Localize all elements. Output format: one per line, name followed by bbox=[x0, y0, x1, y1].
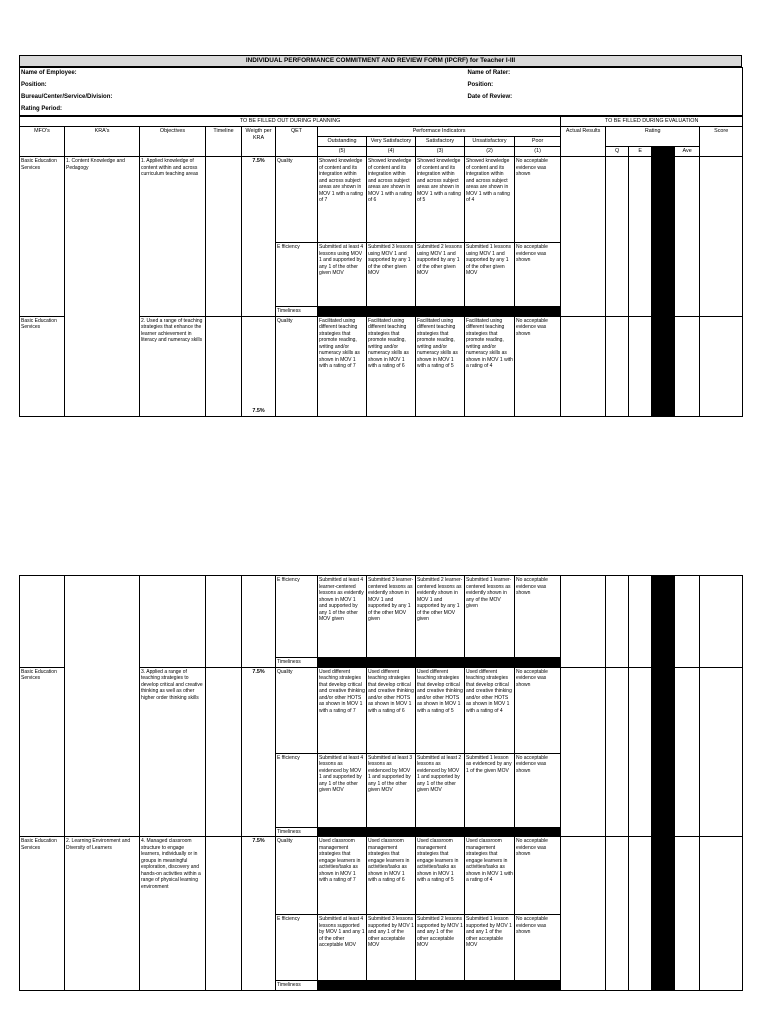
header-kra: KRA's bbox=[65, 127, 140, 157]
header-scale-5: (5) bbox=[318, 147, 367, 157]
indicator-cell: Submitted at least 4 lessons supported by MOV 1 and any 1 of the other acceptable MOV bbox=[318, 915, 367, 981]
evaluation-section-label: TO BE FILLED DURING EVALUATION bbox=[561, 117, 743, 127]
weight-cell: 7.5% bbox=[242, 316, 276, 416]
indicator-cell: Facilitated using different teaching strategies that promote reading, writing and/or numeracy skills as shown in MOV 1 with a rating of 6 bbox=[367, 316, 416, 416]
header-rating: Rating bbox=[606, 127, 700, 147]
indicator-cell: Submitted at least 3 lessons as evidenced by MOV 1 and supported by any 1 of the other given MOV bbox=[367, 753, 416, 827]
indicator-cell: Used classroom management strategies that engage learners in activities/tasks as shown in MOV 1 with a rating of 5 bbox=[416, 837, 465, 915]
rating-q-cell[interactable] bbox=[606, 837, 629, 991]
score-cell[interactable] bbox=[700, 837, 743, 991]
form-header-title bbox=[19, 55, 742, 67]
rater-name-label: Name of Rater: bbox=[467, 68, 743, 80]
qet-quality: Quality bbox=[276, 316, 318, 416]
actual-results-cell[interactable] bbox=[561, 316, 606, 416]
objective-cell: 4. Managed classroom structure to engage learners, individually or in groups in meaningful exploration, discovery and hands-on activities within a range of physical learning environment bbox=[140, 837, 206, 991]
header-actual-results: Actual Results bbox=[561, 127, 606, 157]
header-satisfactory: Satisfactory bbox=[416, 137, 465, 147]
indicator-cell: No acceptable evidence was shown bbox=[515, 243, 561, 307]
rater-position-label: Position: bbox=[467, 80, 743, 92]
qet-efficiency: E fficiency bbox=[276, 915, 318, 981]
indicator-cell: No acceptable evidence was shown bbox=[515, 753, 561, 827]
indicator-cell: Facilitated using different teaching strategies that promote reading, writing and/or numeracy skills as shown in MOV 1 with a rating of 7 bbox=[318, 316, 367, 416]
qet-quality: Quality bbox=[276, 837, 318, 915]
header-very-satisfactory: Very Satisfactory bbox=[367, 137, 416, 147]
indicator-cell: Used different teaching strategies that develop critical and creative thinking and/or other HOTS as shown in MOV 1 with a rating of 5 bbox=[416, 667, 465, 753]
indicator-cell: Showed knowledge of content and its integration within and across subject areas are shown in MOV 1 with a rating of 4 bbox=[465, 157, 515, 243]
header-rating-t: T bbox=[652, 147, 675, 157]
score-cell[interactable] bbox=[700, 576, 743, 668]
indicator-cell: Facilitated using different teaching strategies that promote reading, writing and/or numeracy skills as shown in MOV 1 with a rating of 5 bbox=[416, 316, 465, 416]
header-outstanding: Outstanding bbox=[318, 137, 367, 147]
indicator-cell: Submitted at least 4 learner-centered lessons as evidently shown in MOV 1 and supported by any 1 of the other MOV given bbox=[318, 576, 367, 658]
indicator-cell: No acceptable evidence was shown bbox=[515, 576, 561, 658]
header-poor: Poor bbox=[515, 137, 561, 147]
indicator-cell: Used classroom management strategies that engage learners in activities/tasks as shown in MOV 1 with a rating of 4 bbox=[465, 837, 515, 915]
header-rating-q: Q bbox=[606, 147, 629, 157]
employee-info-block bbox=[19, 67, 743, 116]
indicator-cell: Used classroom management strategies that engage learners in activities/tasks as shown in MOV 1 with a rating of 7 bbox=[318, 837, 367, 915]
header-mfo: MFO's bbox=[20, 127, 65, 157]
ipcrf-table-page-2 bbox=[19, 575, 743, 991]
mfo-cell: Basic Education Services bbox=[20, 837, 65, 991]
qet-efficiency: E fficiency bbox=[276, 753, 318, 827]
indicator-cell: Submitted 3 lessons using MOV 1 and supported by any 1 of the other given MOV bbox=[367, 243, 416, 307]
actual-results-cell[interactable] bbox=[561, 157, 606, 317]
mfo-cell: Basic Education Services bbox=[20, 157, 65, 317]
weight-cell: 7.5% bbox=[242, 667, 276, 837]
indicator-cell: Submitted 1 learner-centered lessons as evidently shown in any of the MOV given bbox=[465, 576, 515, 658]
mfo-cell: Basic Education Services bbox=[20, 667, 65, 837]
header-scale-4: (4) bbox=[367, 147, 416, 157]
rating-ave-cell[interactable] bbox=[675, 316, 700, 416]
rating-ave-cell[interactable] bbox=[675, 837, 700, 991]
rating-e-cell[interactable] bbox=[629, 667, 652, 837]
bureau-label: Bureau/Center/Service/Division: bbox=[20, 92, 467, 104]
kra-cell: 1. Content Knowledge and Pedagogy bbox=[65, 157, 140, 417]
qet-efficiency: E fficiency bbox=[276, 243, 318, 307]
rating-e-cell[interactable] bbox=[629, 157, 652, 317]
indicator-cell: Submitted 1 lesson as evidenced by any 1 of the given MOV bbox=[465, 753, 515, 827]
header-qet: QET bbox=[276, 127, 318, 157]
rating-q-cell[interactable] bbox=[606, 576, 629, 668]
indicator-cell: Used different teaching strategies that develop critical and creative thinking and/or other HOTS as shown in MOV 1 with a rating of 7 bbox=[318, 667, 367, 753]
header-scale-3: (3) bbox=[416, 147, 465, 157]
indicator-cell: Used different teaching strategies that develop critical and creative thinking and/or other HOTS as shown in MOV 1 with a rating of 6 bbox=[367, 667, 416, 753]
indicator-cell: No acceptable evidence was shown bbox=[515, 316, 561, 416]
rating-ave-cell[interactable] bbox=[675, 576, 700, 668]
form-title: INDIVIDUAL PERFORMANCE COMMITMENT AND REVIEW FORM (IPCRF) for Teacher I-III bbox=[20, 56, 742, 67]
rating-q-cell[interactable] bbox=[606, 157, 629, 317]
rating-t-cell bbox=[652, 667, 675, 837]
score-cell[interactable] bbox=[700, 157, 743, 317]
actual-results-cell[interactable] bbox=[561, 667, 606, 837]
actual-results-cell[interactable] bbox=[561, 576, 606, 668]
indicator-cell: Submitted 3 lessons supported by MOV 1 and any 1 of the other acceptable MOV bbox=[367, 915, 416, 981]
kra-cell: 2. Learning Environment and Diversity of Learners bbox=[65, 837, 140, 991]
rating-q-cell[interactable] bbox=[606, 667, 629, 837]
header-scale-1: (1) bbox=[515, 147, 561, 157]
mfo-cell: Basic Education Services bbox=[20, 316, 65, 416]
score-cell[interactable] bbox=[700, 667, 743, 837]
indicator-cell: No acceptable evidence was shown bbox=[515, 667, 561, 753]
qet-timeliness: Timeliness bbox=[276, 981, 318, 991]
actual-results-cell[interactable] bbox=[561, 837, 606, 991]
header-scale-2: (2) bbox=[465, 147, 515, 157]
ipcrf-table-page-1 bbox=[19, 116, 743, 417]
rating-t-cell bbox=[652, 157, 675, 317]
score-cell[interactable] bbox=[700, 316, 743, 416]
rating-t-cell bbox=[652, 316, 675, 416]
indicator-cell: Submitted 2 lessons using MOV 1 and supported by any 1 of the other given MOV bbox=[416, 243, 465, 307]
employee-position-label: Position: bbox=[20, 80, 467, 92]
rating-q-cell[interactable] bbox=[606, 316, 629, 416]
indicator-cell: No acceptable evidence was shown bbox=[515, 157, 561, 243]
objective-cell: 1. Applied knowledge of content within and across curriculum teaching areas bbox=[140, 157, 206, 317]
qet-efficiency: E fficiency bbox=[276, 576, 318, 658]
indicator-cell: No acceptable evidence was shown bbox=[515, 915, 561, 981]
indicator-cell: Submitted 2 lessons supported by MOV 1 and any 1 of the other acceptable MOV bbox=[416, 915, 465, 981]
indicator-cell: Submitted 1 lesson supported by MOV 1 and any 1 of the other acceptable MOV bbox=[465, 915, 515, 981]
indicator-cell: Showed knowledge of content and its integration within and across subject areas are shown in MOV 1 with a rating of 7 bbox=[318, 157, 367, 243]
header-rating-ave: Ave bbox=[675, 147, 700, 157]
header-weight: Weigth per KRA bbox=[242, 127, 276, 157]
objective-cell: 3. Applied a range of teaching strategies to develop critical and creative thinking as well as other higher order thinking skills bbox=[140, 667, 206, 837]
rating-ave-cell[interactable] bbox=[675, 667, 700, 837]
qet-quality: Quality bbox=[276, 667, 318, 753]
indicator-cell: Facilitated using different teaching strategies that promote reading, writing and/or numeracy skills as shown in MOV 1 with a rating of 4 bbox=[465, 316, 515, 416]
rating-e-cell[interactable] bbox=[629, 316, 652, 416]
indicator-cell: Used classroom management strategies that engage learners in activities/tasks as shown in MOV 1 with a rating of 6 bbox=[367, 837, 416, 915]
indicator-cell: Used different teaching strategies that develop critical and creative thinking and/or other HOTS as shown in MOV 1 with a rating of 4 bbox=[465, 667, 515, 753]
header-objectives: Objectives bbox=[140, 127, 206, 157]
indicator-cell: Submitted 1 lessons using MOV 1 and supported by any 1 of the other given MOV bbox=[465, 243, 515, 307]
indicator-cell: No acceptable evidence was shown bbox=[515, 837, 561, 915]
indicator-cell: Submitted at least 4 lessons using MOV 1 and supported by any 1 of the other given MOV bbox=[318, 243, 367, 307]
rating-period-label: Rating Period: bbox=[20, 104, 467, 116]
employee-name-label: Name of Employee: bbox=[20, 68, 467, 80]
indicator-cell: Submitted at least 4 lessons as evidenced by MOV 1 and supported by any 1 of the other given MOV bbox=[318, 753, 367, 827]
form-page-2 bbox=[19, 575, 742, 991]
weight-cell: 7.5% bbox=[242, 157, 276, 317]
rating-e-cell[interactable] bbox=[629, 576, 652, 668]
indicator-cell: Showed knowledge of content and its integration within and across subject areas are shown in MOV 1 with a rating of 5 bbox=[416, 157, 465, 243]
planning-section-label: TO BE FILLED OUT DURING PLANNING bbox=[20, 117, 561, 127]
objective-cell: 2. Used a range of teaching strategies that enhance the learner achievement in literacy and numeracy skills bbox=[140, 316, 206, 416]
indicator-cell: Submitted 2 learner-centered lessons as evidently shown in MOV 1 and supported by any 1 of the other MOV given bbox=[416, 576, 465, 658]
indicator-cell: Submitted at least 2 lessons as evidenced by MOV 1 and supported by any 1 of the other given MOV bbox=[416, 753, 465, 827]
qet-timeliness: Timeliness bbox=[276, 658, 318, 668]
qet-timeliness: Timeliness bbox=[276, 307, 318, 317]
rating-ave-cell[interactable] bbox=[675, 157, 700, 317]
rating-t-cell bbox=[652, 576, 675, 668]
form-page-1 bbox=[19, 55, 742, 417]
review-date-label: Date of Review: bbox=[467, 92, 743, 104]
indicator-cell: Showed knowledge of content and its integration within and across subject areas are shown in MOV 1 with a rating of 6 bbox=[367, 157, 416, 243]
indicator-cell: Submitted 3 learner-centered lessons as evidently shown in MOV 1 and supported by any 1 of the other MOV given bbox=[367, 576, 416, 658]
rating-t-cell bbox=[652, 837, 675, 991]
header-performance-indicators: Performace Indicators bbox=[318, 127, 561, 137]
weight-cell: 7.5% bbox=[242, 837, 276, 991]
header-unsatisfactory: Unsatisfactory bbox=[465, 137, 515, 147]
qet-quality: Quality bbox=[276, 157, 318, 243]
qet-timeliness: Timeliness bbox=[276, 827, 318, 837]
header-score: Score bbox=[700, 127, 743, 157]
rating-e-cell[interactable] bbox=[629, 837, 652, 991]
header-timeline: Timeline bbox=[206, 127, 242, 157]
header-rating-e: E bbox=[629, 147, 652, 157]
